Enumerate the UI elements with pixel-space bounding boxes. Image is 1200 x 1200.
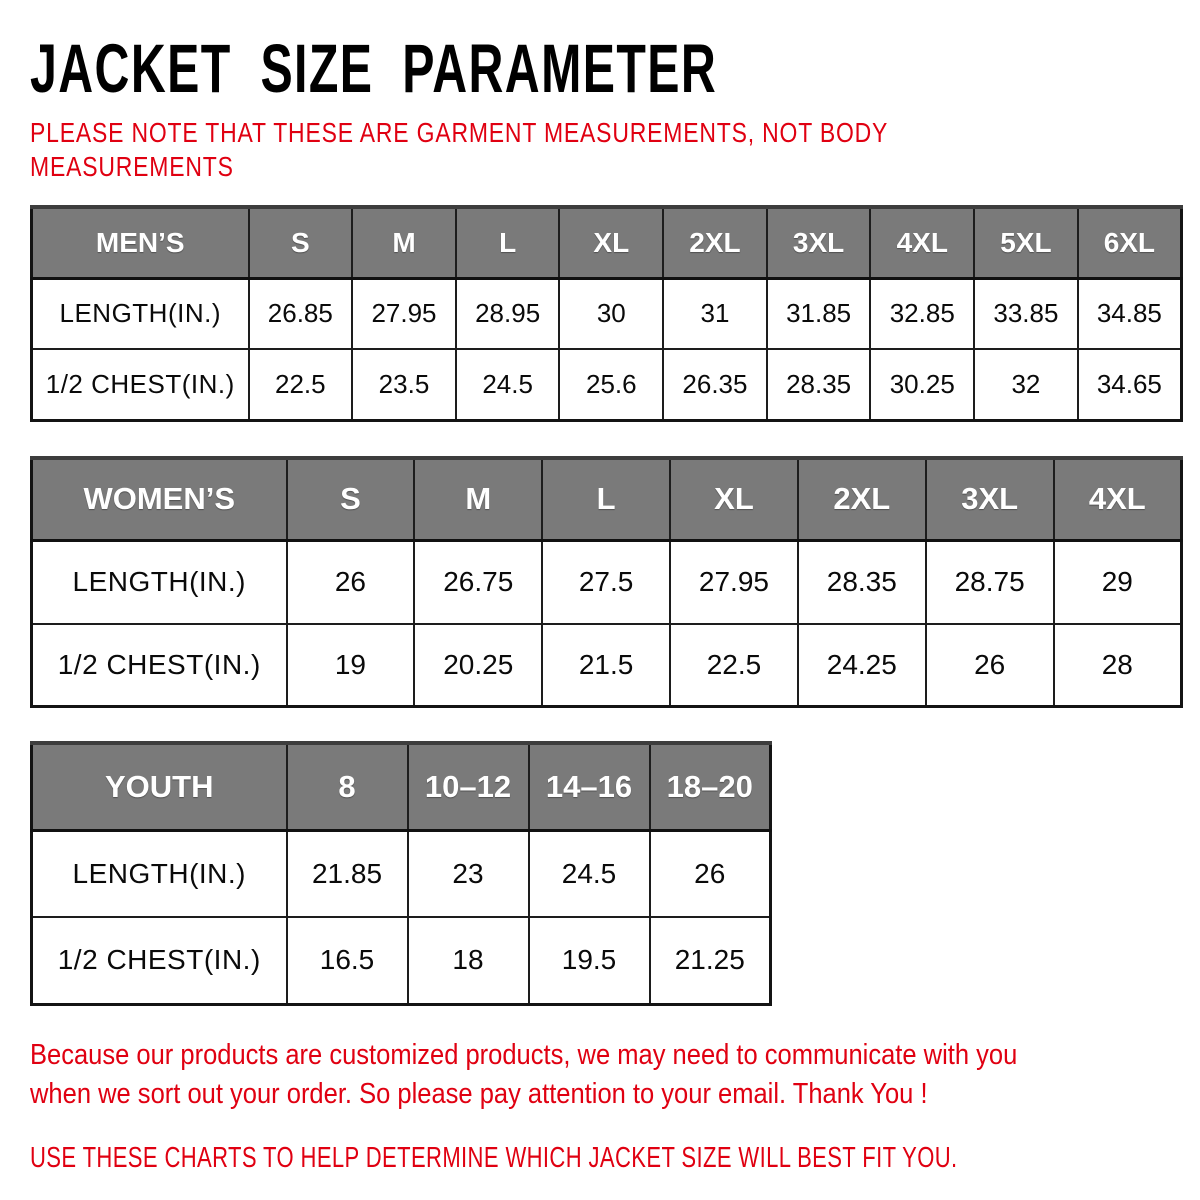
value-cell: 18 (408, 917, 529, 1004)
header-cell: 2XL (798, 458, 926, 541)
header-cell: M (414, 458, 542, 541)
value-cell: 21.25 (650, 917, 771, 1004)
value-cell: 26 (650, 830, 771, 917)
value-cell: 28.75 (926, 541, 1054, 624)
value-cell: 34.85 (1078, 278, 1182, 349)
value-cell: 26.85 (249, 278, 353, 349)
value-cell: 26 (926, 624, 1054, 707)
value-cell: 34.65 (1078, 349, 1182, 420)
header-cell: L (542, 458, 670, 541)
fit-advice-text: USE THESE CHARTS TO HELP DETERMINE WHICH JACKET SIZE WILL BEST FIT YOU. (30, 1141, 958, 1174)
header-cell: 18–20 (650, 743, 771, 830)
footer-line-2: when we sort out your order. So please pay attention to your email. Thank You ! (30, 1077, 928, 1110)
value-cell: 31 (663, 278, 767, 349)
header-cell: 3XL (926, 458, 1054, 541)
value-cell: 16.5 (287, 917, 408, 1004)
note-line-2: MEASUREMENTS (30, 151, 234, 182)
value-cell: 24.5 (456, 349, 560, 420)
row-label-cell: LENGTH(IN.) (32, 830, 287, 917)
value-cell: 28.35 (798, 541, 926, 624)
value-cell: 33.85 (974, 278, 1078, 349)
value-cell: 23 (408, 830, 529, 917)
value-cell: 28 (1054, 624, 1182, 707)
row-label-cell: 1/2 CHEST(IN.) (32, 917, 287, 1004)
value-cell: 26 (287, 541, 415, 624)
youth-size-table (30, 741, 772, 1006)
note-line-1: PLEASE NOTE THAT THESE ARE GARMENT MEASUREMENTS, NOT BODY (30, 117, 889, 148)
value-cell: 27.5 (542, 541, 670, 624)
youth-length-row (32, 830, 771, 917)
header-cell: 4XL (1054, 458, 1182, 541)
header-cell: XL (670, 458, 798, 541)
header-cell: 14–16 (529, 743, 650, 830)
header-cell: 5XL (974, 207, 1078, 278)
value-cell: 24.5 (529, 830, 650, 917)
page-title: JACKET SIZE PARAMETER (30, 30, 718, 107)
womens-chest-row (32, 624, 1182, 707)
header-cell: S (249, 207, 353, 278)
value-cell: 21.5 (542, 624, 670, 707)
customization-notice (30, 1036, 1183, 1114)
header-cell: 3XL (767, 207, 871, 278)
youth-header-row (32, 743, 771, 830)
header-cell: 2XL (663, 207, 767, 278)
value-cell: 19.5 (529, 917, 650, 1004)
value-cell: 22.5 (249, 349, 353, 420)
header-cell: M (352, 207, 456, 278)
value-cell: 32 (974, 349, 1078, 420)
value-cell: 26.35 (663, 349, 767, 420)
table-title-cell: MEN’S (32, 207, 249, 278)
value-cell: 29 (1054, 541, 1182, 624)
value-cell: 21.85 (287, 830, 408, 917)
header-cell: 10–12 (408, 743, 529, 830)
value-cell: 32.85 (870, 278, 974, 349)
footer-line-1: Because our products are customized products, we may need to communicate with you (30, 1038, 1018, 1071)
value-cell: 25.6 (559, 349, 663, 420)
header-cell: L (456, 207, 560, 278)
value-cell: 30.25 (870, 349, 974, 420)
header-cell: 4XL (870, 207, 974, 278)
value-cell: 24.25 (798, 624, 926, 707)
value-cell: 31.85 (767, 278, 871, 349)
header-cell: 6XL (1078, 207, 1182, 278)
value-cell: 20.25 (414, 624, 542, 707)
header-cell: S (287, 458, 415, 541)
mens-size-table (30, 205, 1183, 422)
header-cell: 8 (287, 743, 408, 830)
value-cell: 23.5 (352, 349, 456, 420)
value-cell: 26.75 (414, 541, 542, 624)
value-cell: 30 (559, 278, 663, 349)
youth-chest-row (32, 917, 771, 1004)
garment-measurement-note (30, 116, 1183, 184)
mens-chest-row (32, 349, 1182, 420)
value-cell: 27.95 (352, 278, 456, 349)
table-title-cell: WOMEN’S (32, 458, 287, 541)
table-title-cell: YOUTH (32, 743, 287, 830)
row-label-cell: LENGTH(IN.) (32, 541, 287, 624)
row-label-cell: 1/2 CHEST(IN.) (32, 624, 287, 707)
womens-length-row (32, 541, 1182, 624)
womens-size-table (30, 456, 1183, 709)
row-label-cell: LENGTH(IN.) (32, 278, 249, 349)
womens-header-row (32, 458, 1182, 541)
value-cell: 28.35 (767, 349, 871, 420)
value-cell: 27.95 (670, 541, 798, 624)
value-cell: 22.5 (670, 624, 798, 707)
header-cell: XL (559, 207, 663, 278)
mens-length-row (32, 278, 1182, 349)
value-cell: 19 (287, 624, 415, 707)
value-cell: 28.95 (456, 278, 560, 349)
mens-header-row (32, 207, 1182, 278)
row-label-cell: 1/2 CHEST(IN.) (32, 349, 249, 420)
